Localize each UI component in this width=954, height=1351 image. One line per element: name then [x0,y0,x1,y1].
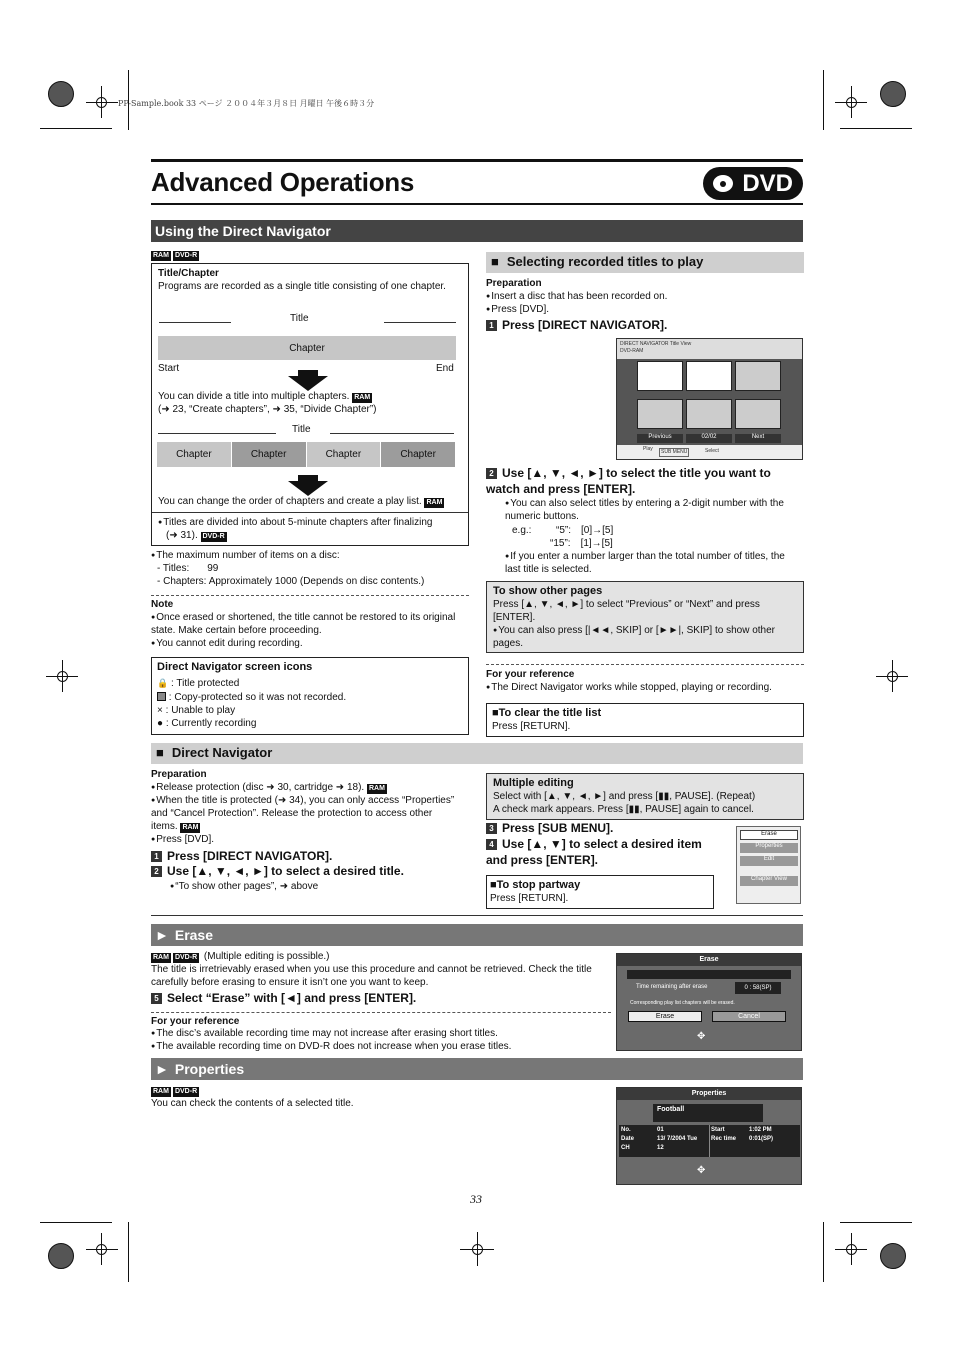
top-rule [151,159,803,162]
dn-step-2-note: ● “To show other pages”, ➜ above [170,880,318,893]
start-label: Start [158,363,180,374]
erase-ref-heading: For your reference [151,1016,240,1027]
menu-erase[interactable]: Erase [740,830,798,840]
props-tags: RAM DVD-R [153,1088,198,1095]
props-desc: You can check the contents of a selected title. [151,1098,354,1109]
disc-icon [711,173,735,194]
single-chapter-bar: Chapter [158,336,456,360]
erase-confirm-button[interactable]: Erase [628,1011,702,1022]
stop-heading: ■To stop partway [490,879,581,891]
properties-heading: ► Properties [151,1058,803,1080]
icons-box [151,657,469,735]
dn-prep-1: ● Release protection (disc ➜ 30, cartridge ➜ 18). RAM [151,781,389,794]
erase-ref-1: ● The disc’s available recording time may not increase after erasing short titles. [151,1027,498,1040]
title-name: Football [653,1104,763,1122]
section-rule [151,915,803,916]
ref1-bullet: ● The Direct Navigator works while stopped, playing or recording. [486,681,772,694]
max-chapters: - Chapters: Approximately 1000 (Depends on disc contents.) [157,576,425,587]
title-chapter-box [151,263,469,546]
sel-prep: Preparation [486,278,542,289]
ref1-heading: For your reference [486,669,575,680]
tc-desc: Programs are recorded as a single title consisting of one chapter. [158,281,446,292]
previous-button[interactable]: Previous [637,434,683,443]
multi-line-2: A check mark appears. Press [▮▮, PAUSE] again to cancel. [493,804,754,816]
play-icon: ► [155,1060,169,1077]
icon-row: : Copy-protected so it was not recorded. [157,691,346,704]
square-icon: ■ [490,879,497,891]
stop-box [486,875,714,909]
multi-heading: Multiple editing [493,777,574,789]
copy-protect-icon [157,692,166,701]
title-line-left [159,322,231,323]
sel-bullet-2: ● If you enter a number larger than the total number of titles, the last title is selected. [505,550,803,576]
erase-desc: The title is irretrievably erased when you use this procedure and cannot be retrieved. Check the title carefully before erasing to ensure it isn’t one you want to keep. [151,964,592,988]
thumb-time: 10:05 Mon [695,385,714,390]
title-bar [627,970,791,979]
title-line-right [384,322,456,323]
icon-row: × : Unable to play [157,705,236,716]
submenu-screen [736,826,801,904]
disc-tags: RAM DVD-R [153,252,198,259]
tc-title2-label: Title [292,424,311,435]
page-indicator: 02/02 [686,434,732,443]
thumbnail-empty[interactable] [637,399,683,429]
eg-row-2: “15”: [1]→[5] [550,538,613,549]
menu-edit[interactable]: Edit [740,856,798,866]
eg-row-1: “5”: [0]→[5] [556,525,614,536]
erase-ref-2: ● The available recording time on DVD-R does not increase when you erase titles. [151,1040,511,1053]
other-pages-line: Press [▲, ▼, ◄, ►] to select “Previous” or “Next” and press [ENTER]. [493,599,760,624]
page-title: Advanced Operations [151,167,415,197]
recording-icon: ● [157,718,164,729]
erase-screen [616,953,802,1051]
lock-icon: 🔒 [157,678,169,688]
tc-title-label: Title [290,313,309,324]
tc-heading: Title/Chapter [158,268,219,279]
sel-prep-1: ● Insert a disc that has been recorded on. [486,290,667,303]
order-text: You can change the order of chapters and create a play list. RAM [158,496,443,507]
icon-row: ● : Currently recording [157,718,257,729]
title2-line-left [158,433,276,434]
box-divider [152,512,468,513]
note-1: ● Once erased or shortened, the title cannot be restored to its original state. Make certain before proceeding. [151,611,469,637]
title2-line-right [330,433,454,434]
thumbnail-empty[interactable] [735,399,781,429]
square-icon: ■ [491,254,499,270]
props-table: No. 01 Date 13/ 7/2004 Tue CH 12 Start 1:02 PM Rec time 0:01(SP) [619,1125,800,1157]
page-number: 33 [470,1192,482,1206]
step-3: 3 Press [SUB MENU]. [486,821,613,837]
note-heading: Note [151,599,174,610]
dn-step-1: 1 Press [DIRECT NAVIGATOR]. [151,849,332,865]
max-items: ● The maximum number of items on a disc: [151,549,340,562]
next-button[interactable]: Next [735,434,781,443]
title-rule [151,203,803,205]
dashed-divider [486,664,804,665]
remain-time: 0 : 58(SP) [735,982,781,994]
direct-navigator-screen [616,338,803,460]
dvd-logo: DVD [703,167,803,200]
eg-row: e.g.: [512,525,532,536]
multi-box [486,773,804,820]
down-arrow-icon [288,475,328,496]
other-pages-bullet: ● You can also press [|◄◄, SKIP] or [►►|, SKIP] to show other pages. [493,624,797,650]
divide-text: You can divide a title into multiple chapters. RAM [158,391,371,402]
dn-step-2: 2 Use [▲, ▼, ◄, ►] to select a desired title. [151,864,404,880]
corr-note: Corresponding play list chapters will be erased. [630,1000,735,1006]
dn-heading: ■ Direct Navigator [151,743,803,764]
divide-ref: (➜ 23, “Create chapters”, ➜ 35, “Divide Chapter”) [158,404,377,415]
down-arrow-icon [288,370,328,391]
sel-bullet-1: ● You can also select titles by entering a 2-digit number with the numeric buttons. [505,497,803,523]
cross-icon: × [157,705,163,716]
selecting-heading: ■ Selecting recorded titles to play [486,252,804,273]
sel-step-1: 1 Press [DIRECT NAVIGATOR]. [486,318,667,334]
erase-heading: ► Erase [151,924,803,946]
menu-properties[interactable]: Properties [740,843,798,853]
end-label: End [436,363,454,374]
erase-screen-title: Erase [617,954,801,966]
max-titles: - Titles: 99 [157,563,219,574]
other-pages-heading: To show other pages [493,585,603,597]
finalize-note: ● Titles are divided into about 5-minute chapters after finalizing [158,516,463,529]
remain-label: Time remaining after erase [636,984,708,990]
chapter-cell: Chapter [232,442,307,467]
dn-prep-3: ● Press [DVD]. [151,833,214,846]
chapter-cell: Chapter [157,442,232,467]
clear-heading: ■To clear the title list [492,707,602,719]
erase-step-5: 5 Select “Erase” with [◄] and press [ENTER]. [151,991,416,1007]
dashed-divider [151,595,469,596]
icon-row: 🔒 : Title protected [157,678,240,689]
thumbnail-empty[interactable] [686,399,732,429]
dn-prep-2: ● When the title is protected (➜ 34), you can only access “Properties” and “Cancel Protection”. Release the protection to access other items. RAM [151,794,461,833]
screen-header: DIRECT NAVIGATOR Title View DVD-RAM [617,339,802,359]
section-direct-navigator: Using the Direct Navigator [151,220,803,242]
props-screen-title: Properties [617,1088,801,1100]
erase-cancel-button[interactable]: Cancel [712,1011,786,1022]
thumbnail-empty[interactable] [735,361,781,391]
thumb-time: 10:00 Mon [638,385,657,390]
other-pages-box [486,581,804,653]
screen-footer: Play SUB MENU Select [617,445,802,459]
dpad-icon: ✥ [697,1031,706,1042]
chapter-bar [157,442,455,467]
icons-heading: Direct Navigator screen icons [157,661,313,673]
chapter-cell: Chapter [307,442,382,467]
dashed-divider [151,1012,611,1013]
print-header: PP-Sample.book 33 ページ ２００４年３月８日 月曜日 午後６時３分 [118,99,375,108]
finalize-ref: (➜ 31). DVD-R [166,530,225,541]
step-4: 4 Use [▲, ▼] to select a desired item and press [ENTER]. [486,837,702,867]
clear-box [486,703,804,737]
menu-chapter-view[interactable]: Chapter View [740,876,798,886]
play-icon: ► [155,926,169,943]
square-icon: ■ [156,745,164,761]
sel-prep-2: ● Press [DVD]. [486,303,549,316]
dpad-icon: ✥ [697,1165,706,1176]
stop-line: Press [RETURN]. [490,893,569,905]
properties-screen [616,1087,802,1185]
clear-line: Press [RETURN]. [492,721,571,733]
chapter-cell: Chapter [381,442,455,467]
note-2: ● You cannot edit during recording. [151,637,303,650]
multi-line-1: Select with [▲, ▼, ◄, ►] and press [▮▮, PAUSE]. (Repeat) [493,791,756,803]
square-icon: ■ [492,707,499,719]
dn-prep: Preparation [151,769,207,780]
sel-step-2: 2 Use [▲, ▼, ◄, ►] to select the title you want to watch and press [ENTER]. [486,466,771,496]
erase-tags: RAM DVD-R (Multiple editing is possible.) [153,951,330,962]
